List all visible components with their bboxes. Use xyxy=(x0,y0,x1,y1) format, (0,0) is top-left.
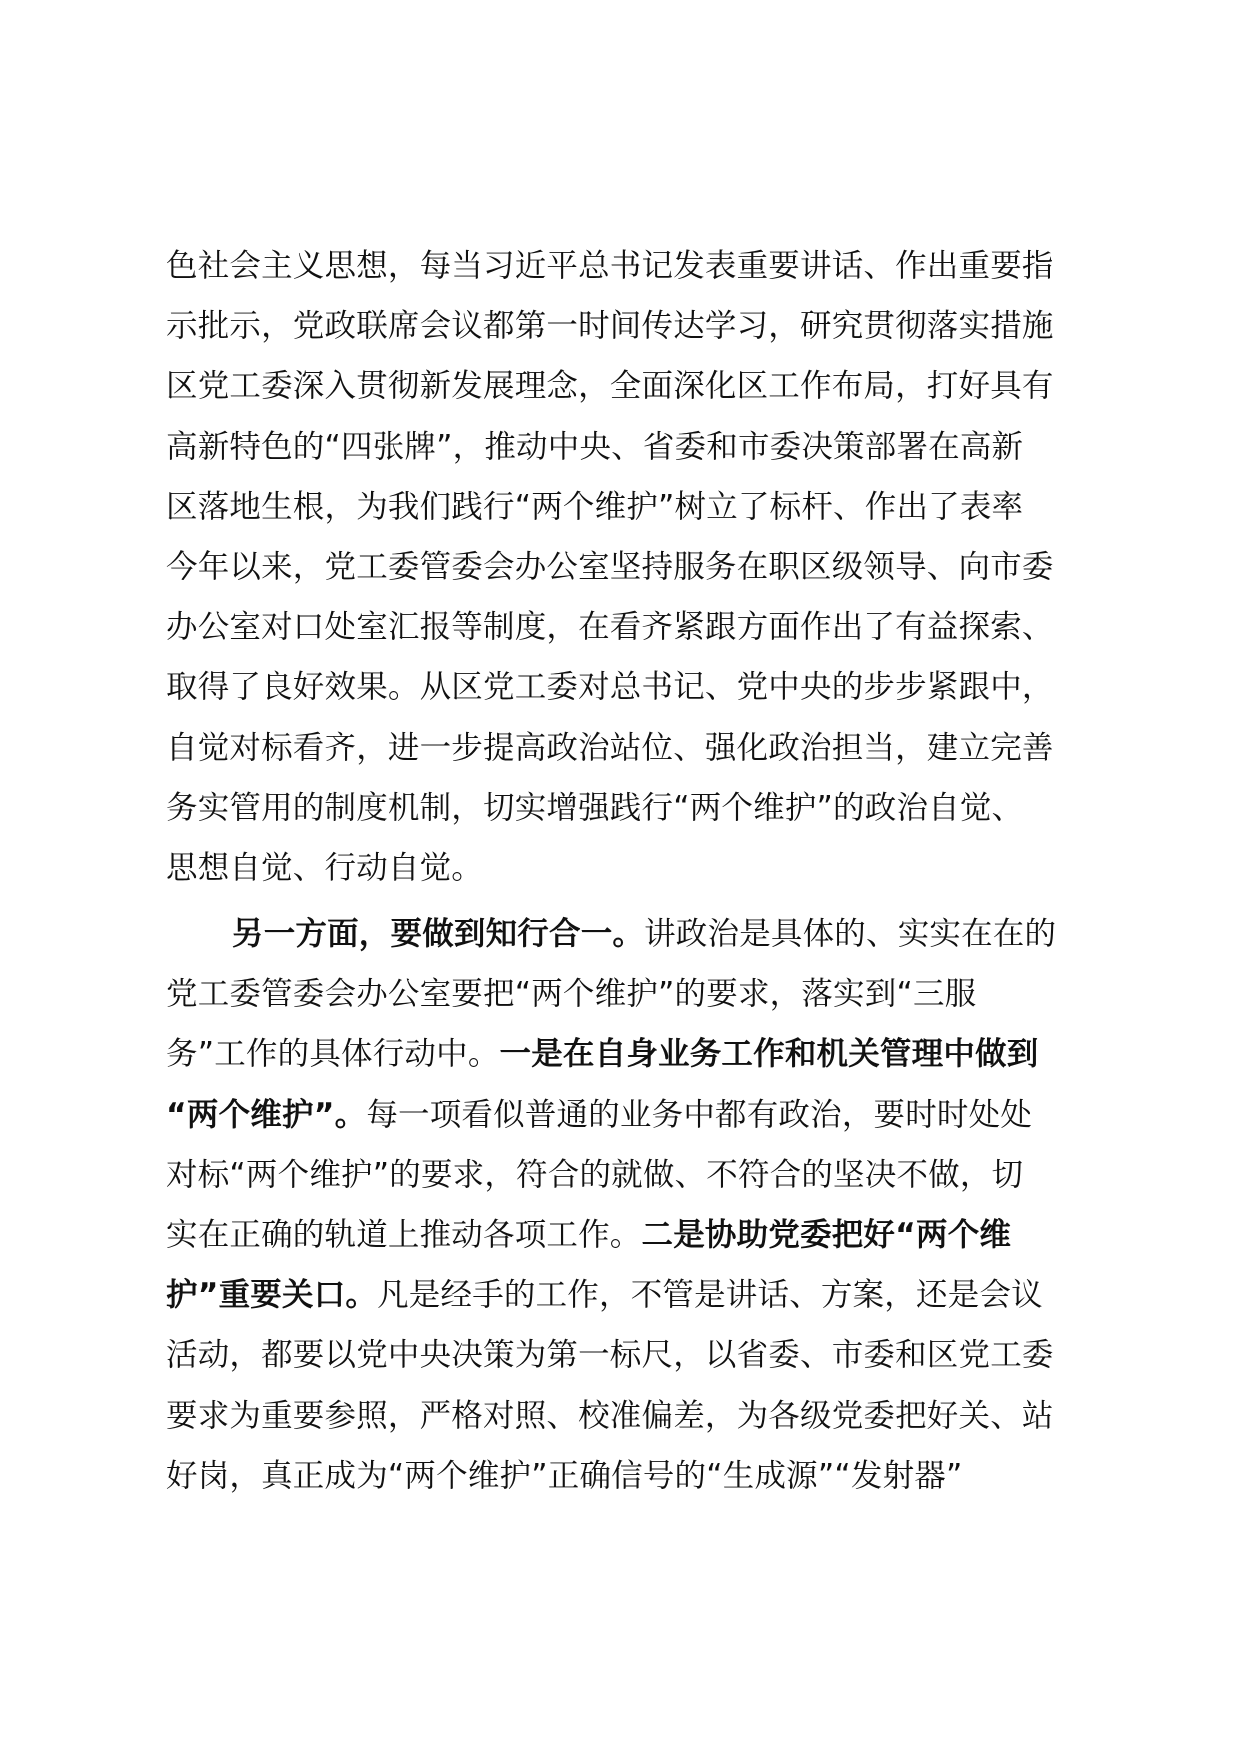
bold-text-segment: 二是协助党委把好“两个维 xyxy=(641,1217,1012,1253)
text-line xyxy=(166,778,1146,838)
text-line xyxy=(166,964,1146,1024)
text-segment: 活动，都要以党中央决策为第一标尺，以省委、市委和区党工委 xyxy=(166,1337,1054,1374)
text-line xyxy=(166,1205,1146,1265)
text-line xyxy=(166,1446,1146,1506)
text-segment: 思想自觉、行动自觉。 xyxy=(166,849,484,886)
text-segment: 凡是经手的工作，不管是讲话、方案，还是会议 xyxy=(377,1277,1043,1314)
text-segment: 办公室对口处室汇报等制度，在看齐紧跟方面作出了有益探索、 xyxy=(166,609,1054,646)
text-line xyxy=(166,356,1146,416)
text-line xyxy=(166,296,1146,356)
text-segment: 区落地生根，为我们践行“两个维护”树立了标杆、作出了表率 xyxy=(166,488,1024,525)
text-line xyxy=(166,417,1146,477)
bold-text-segment: 护”重要关口。 xyxy=(166,1277,378,1314)
text-segment: 党工委管委会办公室要把“两个维护”的要求，落实到“三服 xyxy=(166,976,977,1013)
text-line xyxy=(166,1024,1146,1084)
text-segment: 讲政治是具体的、实实在在的 xyxy=(644,916,1057,953)
text-line xyxy=(166,1145,1146,1205)
text-line xyxy=(166,718,1146,778)
text-line xyxy=(166,1325,1146,1385)
text-line xyxy=(166,904,1146,964)
bold-text-segment: 另一方面，要做到知行合一。 xyxy=(232,916,645,953)
text-line xyxy=(166,597,1146,657)
text-line xyxy=(166,1265,1146,1325)
text-segment: 每一项看似普通的业务中都有政治，要时时处处 xyxy=(366,1096,1033,1133)
text-segment: 自觉对标看齐，进一步提高政治站位、强化政治担当，建立完善 xyxy=(166,729,1054,766)
text-line xyxy=(166,537,1146,597)
text-line xyxy=(166,477,1146,537)
text-line xyxy=(166,1085,1146,1145)
text-segment: 务”工作的具体行动中。 xyxy=(166,1036,500,1073)
text-segment: 实在正确的轨道上推动各项工作。 xyxy=(166,1217,642,1253)
text-segment: 好岗，真正成为“两个维护”正确信号的“生成源”“发射器” xyxy=(166,1457,963,1494)
bold-text-segment: 一是在自身业务工作和机关管理中做到 xyxy=(499,1036,1039,1073)
text-segment: 今年以来，党工委管委会办公室坚持服务在职区级领导、向市委 xyxy=(166,548,1054,585)
text-line xyxy=(166,1386,1146,1446)
text-segment: 务实管用的制度机制，切实增强践行“两个维护”的政治自觉、 xyxy=(166,789,1024,826)
text-line xyxy=(166,236,1146,296)
text-segment: 区党工委深入贯彻新发展理念，全面深化区工作布局，打好具有 xyxy=(166,368,1054,405)
text-segment: 对标“两个维护”的要求，符合的就做、不符合的坚决不做，切 xyxy=(166,1156,1024,1193)
text-segment: 示批示，党政联席会议都第一时间传达学习，研究贯彻落实措施 xyxy=(166,308,1054,345)
body-text xyxy=(166,236,1146,1506)
text-segment: 要求为重要参照，严格对照、校准偏差，为各级党委把好关、站 xyxy=(166,1397,1054,1434)
text-segment: 高新特色的“四张牌”，推动中央、省委和市委决策部署在高新 xyxy=(166,428,1024,465)
text-segment: 色社会主义思想，每当习近平总书记发表重要讲话、作出重要指 xyxy=(166,248,1054,284)
text-segment: 取得了良好效果。从区党工委对总书记、党中央的步步紧跟中， xyxy=(166,669,1054,706)
text-line xyxy=(166,838,1146,898)
bold-text-segment: “两个维护”。 xyxy=(166,1096,367,1133)
text-line xyxy=(166,657,1146,717)
